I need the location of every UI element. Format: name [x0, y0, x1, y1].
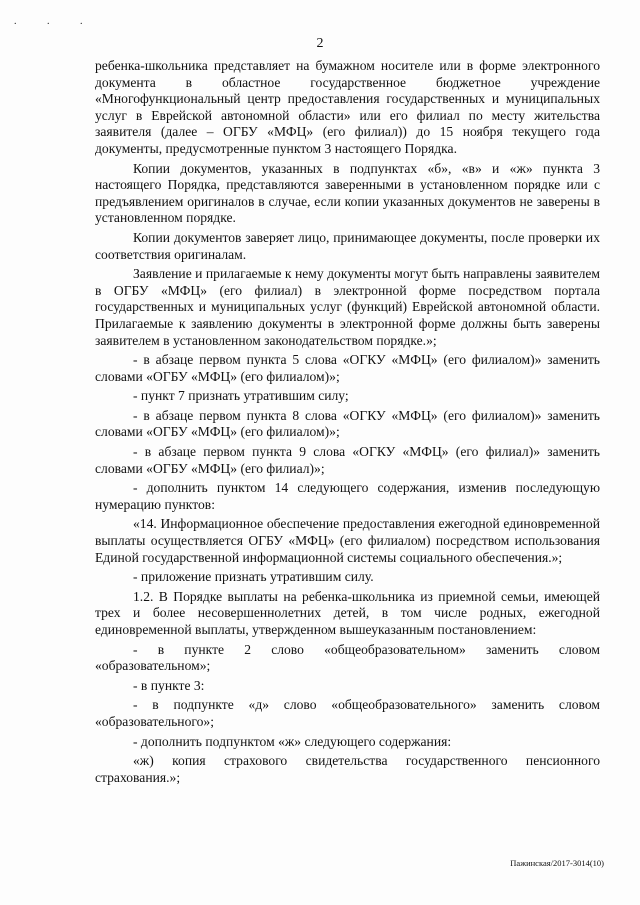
- paragraph: - пункт 7 признать утратившим силу;: [133, 388, 349, 404]
- paragraph: - в подпункте «д» слово «общеобразовательного» заменить словом «образовательного»;: [95, 697, 600, 729]
- paragraph: - в абзаце первом пункта 5 слова «ОГКУ «МФЦ» (его филиалом)» заменить словами «ОГБУ «МФЦ» (его филиалом)»;: [95, 352, 600, 384]
- paragraph: «14. Информационное обеспечение предоставления ежегодной единовременной выплаты осуществляется ОГБУ «МФЦ» (его филиалом) посредством использования Единой государственной информационной системы социального обеспечения.»;: [95, 516, 600, 565]
- paragraph: Копии документов, указанных в подпунктах «б», «в» и «ж» пункта 3 настоящего Порядка, представляются заверенными в установленном порядке или с предъявлением оригиналов в случае, если копии указанных документов не заверены в установленном порядке.: [95, 160, 600, 226]
- paragraph: Заявление и прилагаемые к нему документы могут быть направлены заявителем в ОГБУ «МФЦ» (его филиал) в электронной форме посредством портала государственных и муниципальных услуг (функций) Еврейской автономной области. Прилагаемые к заявлению документы в электронной форме должны быть заверены заявителем в установленном законодательством порядке.»;: [95, 266, 600, 348]
- paragraph: «ж) копия страхового свидетельства государственного пенсионного страхования.»;: [95, 753, 600, 785]
- paragraph: - в пункте 2 слово «общеобразовательном» заменить словом «образовательном»;: [95, 641, 600, 674]
- scan-artifact-dots: . . .: [14, 16, 97, 27]
- paragraph: - в пункте 3:: [133, 677, 205, 693]
- paragraph: - в абзаце первом пункта 9 слова «ОГКУ «МФЦ» (его филиал)» заменить словами «ОГБУ «МФЦ» (его филиал)»;: [95, 444, 600, 476]
- paragraph: 1.2. В Порядке выплаты на ребенка-школьника из приемной семьи, имеющей трех и более несовершеннолетних детей, в том числе родных, ежегодной единовременной выплаты, утвержденном вышеуказанным постановлением:: [95, 588, 600, 637]
- paragraph: - приложение признать утратившим силу.: [133, 569, 374, 585]
- paragraph: - в абзаце первом пункта 8 слова «ОГКУ «МФЦ» (его филиалом)» заменить словами «ОГБУ «МФЦ» (его филиалом)»;: [95, 407, 600, 440]
- paragraph: Копии документов заверяет лицо, принимающее документы, после проверки их соответствия оригиналам.: [95, 229, 600, 262]
- footer-reference: Пажинская/2017-3014(10): [510, 858, 604, 868]
- paragraph: ребенка-школьника представляет на бумажном носителе или в форме электронного документа в областное государственное бюджетное учреждение «Многофункциональный центр предоставления государственных и муниципальных услуг в Еврейской автономной области» или его филиал по месту жительства заявителя (далее – ОГБУ «МФЦ» (его филиал)) до 15 ноября текущего года документы, предусмотренные пунктом 3 настоящего Порядка.: [95, 58, 600, 156]
- page-number: 2: [316, 36, 324, 51]
- document-body: [95, 58, 600, 789]
- paragraph: - дополнить подпунктом «ж» следующего содержания:: [133, 733, 452, 749]
- paragraph: - дополнить пунктом 14 следующего содержания, изменив последующую нумерацию пунктов:: [95, 480, 600, 512]
